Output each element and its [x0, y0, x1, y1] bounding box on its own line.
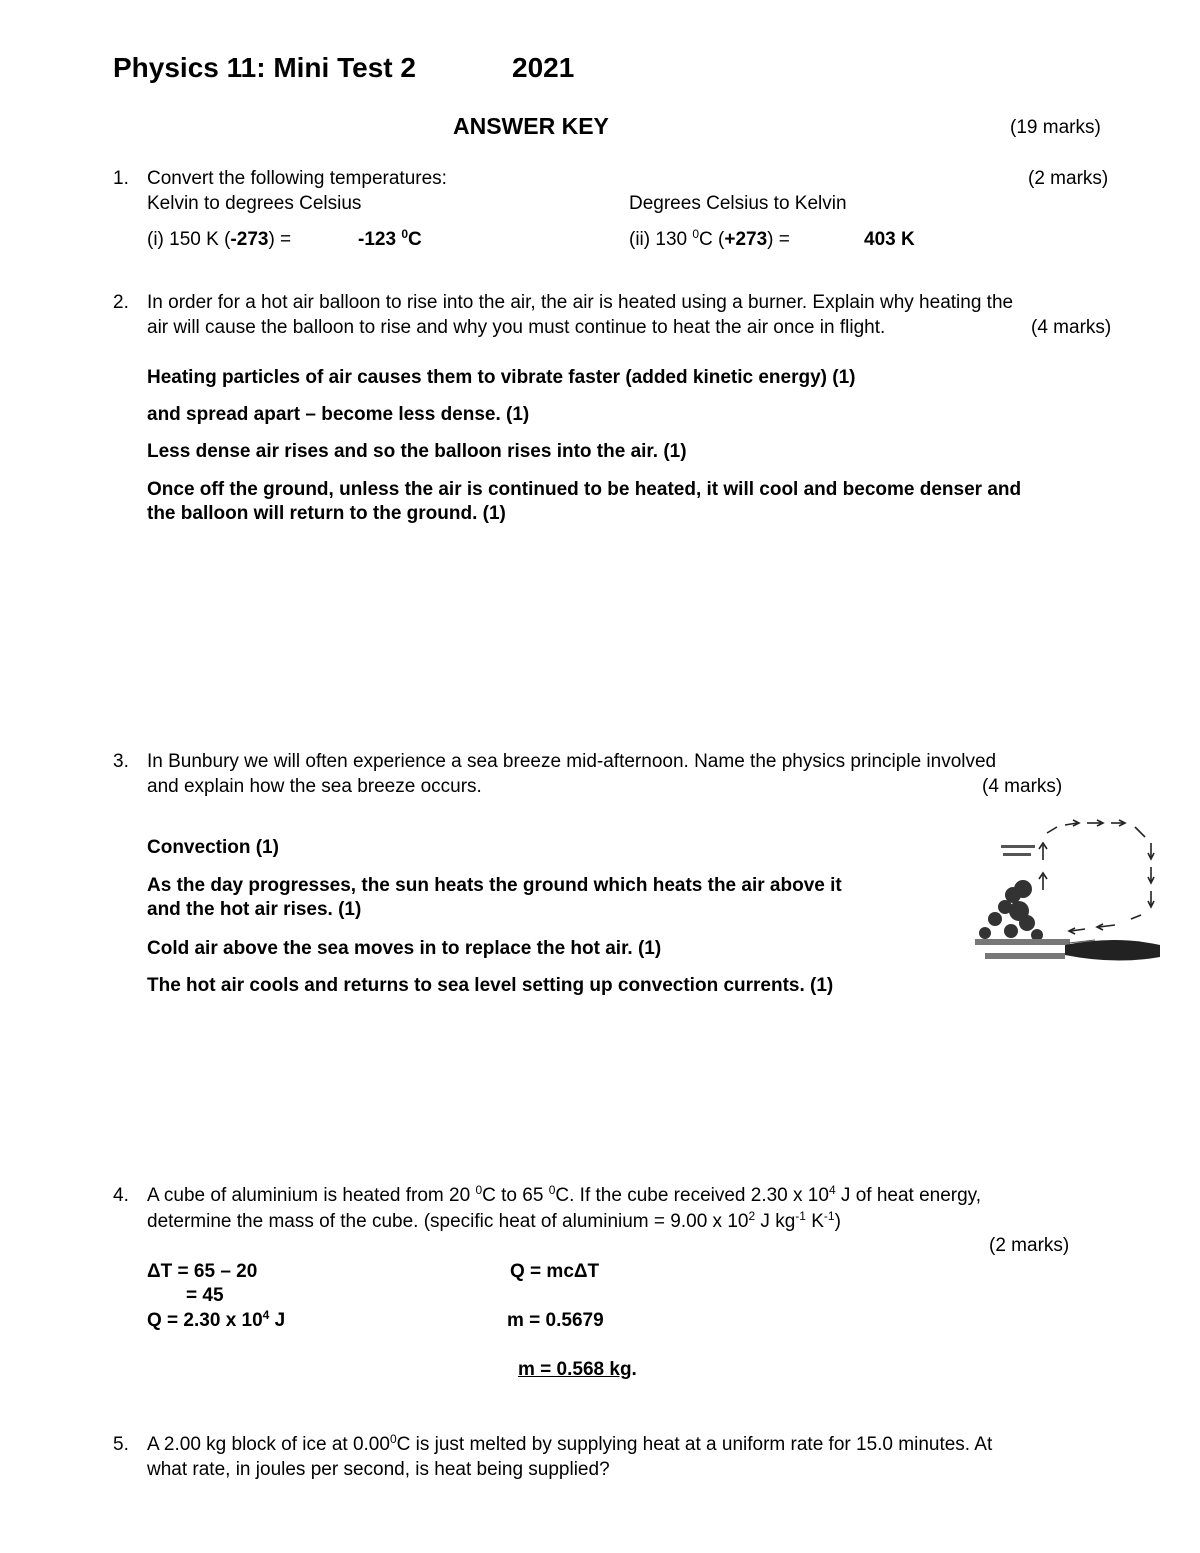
- q3-prompt-line-1: In Bunbury we will often experience a sea breeze mid-afternoon. Name the physics principle involved: [147, 751, 997, 772]
- q1-left-heading: Kelvin to degrees Celsius: [147, 193, 362, 214]
- q1-number: 1.: [113, 168, 129, 189]
- q5-number: 5.: [113, 1434, 129, 1455]
- q3-answer-1: Convection (1): [147, 837, 279, 858]
- q4-marks: (2 marks): [989, 1235, 1070, 1256]
- q2-answer-3: Less dense air rises and so the balloon rises into the air. (1): [147, 441, 687, 462]
- answer-key-heading: ANSWER KEY: [453, 113, 609, 139]
- q1-prompt: Convert the following temperatures:: [147, 168, 447, 189]
- q3-marks: (4 marks): [982, 776, 1063, 797]
- q4-number: 4.: [113, 1185, 129, 1206]
- q2-number: 2.: [113, 292, 129, 313]
- q4-prompt-line-1: A cube of aluminium is heated from 20 $^0$C to 65 $^0$C. If the cube received 2.30 x $10^4$ J of heat energy,: [147, 1183, 982, 1206]
- q4-mass-final: m = 0.568 kg.: [518, 1359, 637, 1380]
- sea-breeze-convection-diagram-icon: [965, 815, 1165, 975]
- q3-number: 3.: [113, 751, 129, 772]
- q4-formula: Q = mcΔT: [510, 1261, 600, 1282]
- q1-part-i: (i) 150 K (-273) =: [147, 229, 292, 250]
- q2-marks: (4 marks): [1031, 317, 1112, 338]
- q2-answer-5: the balloon will return to the ground. (1): [147, 503, 506, 524]
- q3-prompt-line-2: and explain how the sea breeze occurs.: [147, 776, 482, 797]
- q1-right-heading: Degrees Celsius to Kelvin: [629, 193, 847, 214]
- q2-answer-2: and spread apart – become less dense. (1): [147, 404, 530, 425]
- q4-delta-t-result: = 45: [186, 1285, 224, 1306]
- q1-part-i-answer: -123 $^0$C: [358, 227, 422, 250]
- q2-prompt-line-2: air will cause the balloon to rise and why you must continue to heat the air once in flight.: [147, 317, 886, 338]
- q5-prompt-line-1: A 2.00 kg block of ice at 0.00$^0$C is just melted by supplying heat at a uniform rate for 15.0 minutes. At: [147, 1432, 993, 1455]
- q4-heat-value: Q = 2.30 x $10^4$ J: [147, 1308, 286, 1331]
- total-marks: (19 marks): [1010, 117, 1101, 138]
- q4-mass-calc: m = 0.5679: [507, 1310, 604, 1331]
- q2-answer-1: Heating particles of air causes them to vibrate faster (added kinetic energy) (1): [147, 367, 856, 388]
- q2-prompt-line-1: In order for a hot air balloon to rise into the air, the air is heated using a burner. Explain why heating the: [147, 292, 1014, 313]
- test-year: 2021: [512, 52, 575, 83]
- q3-answer-2: As the day progresses, the sun heats the ground which heats the air above it: [147, 875, 842, 896]
- q2-answer-4: Once off the ground, unless the air is continued to be heated, it will cool and become denser and: [147, 479, 1022, 500]
- q3-answer-3: and the hot air rises. (1): [147, 899, 362, 920]
- q1-part-ii-answer: 403 K: [864, 229, 915, 250]
- test-title: Physics 11: Mini Test 2: [113, 52, 416, 83]
- q3-answer-5: The hot air cools and returns to sea level setting up convection currents. (1): [147, 975, 834, 996]
- q5-prompt-line-2: what rate, in joules per second, is heat being supplied?: [147, 1459, 610, 1480]
- q4-delta-t: ΔT = 65 – 20: [147, 1261, 258, 1282]
- q1-part-ii: (ii) 130 $^0$C (+273) =: [629, 227, 790, 250]
- q1-marks: (2 marks): [1028, 168, 1109, 189]
- q3-answer-4: Cold air above the sea moves in to replace the hot air. (1): [147, 938, 662, 959]
- q4-prompt-line-2: determine the mass of the cube. (specific heat of aluminium = 9.00 x $10^2$ J $kg^{-1}$ $K^{-1}$): [147, 1209, 841, 1232]
